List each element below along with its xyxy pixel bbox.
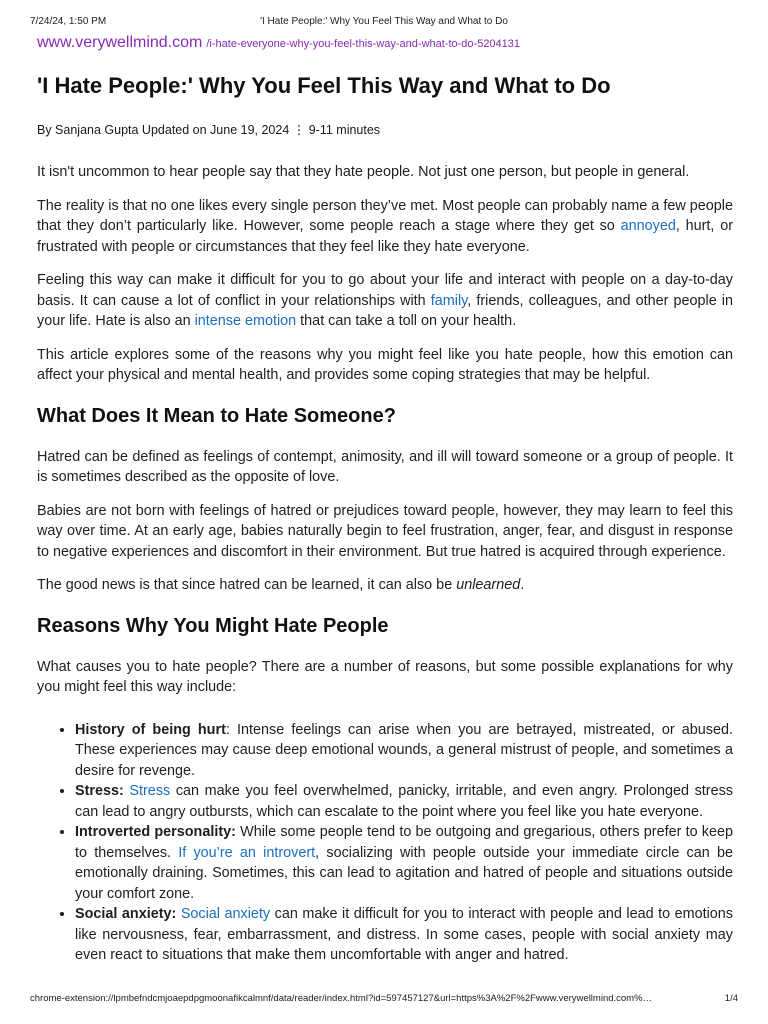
source-path-link[interactable]: /i-hate-everyone-why-you-feel-this-way-and-what-to-do-5204131 <box>206 38 521 50</box>
paragraph-what-causes: What causes you to hate people? There are a number of reasons, but some possible explanations for why you might feel this way include: <box>37 658 733 695</box>
article <box>37 68 733 966</box>
paragraph-good-news: The good news is that since hatred can be learned, it can also be unlearned. <box>37 577 525 593</box>
list-item: • Stress: Stress can make you feel overwhelmed, panicky, irritable, and even angry. Prolonged stress can lead to angry outbursts, which can escalate to the point where you feel like you hate everyone. <box>75 781 733 822</box>
heading-what-does-it-mean: What Does It Mean to Hate Someone? <box>37 404 396 427</box>
source-domain-link[interactable]: www.verywellmind.com <box>37 34 203 51</box>
paragraph-babies: Babies are not born with feelings of hatred or prejudices toward people, however, they may learn to feel this way over time. At an early age, babies naturally begin to feel frustration, anger, fear, and disgust in response to negative experiences and discomfort in their environment. But true hatred is acquired through experience. <box>37 502 733 560</box>
list-item: • History of being hurt: Intense feelings can arise when you are betrayed, mistreated, or abused. These experiences may cause deep emotional wounds, a general mistrust of people, and sometimes a desire for revenge. <box>75 720 733 782</box>
list-item: • Introverted personality: While some people tend to be outgoing and gregarious, others prefer to keep to themselves. If you’re an introvert, socializing with people outside your immediate circle can be emotionally draining. Sometimes, this can lead to agitation and hatred of people and situations outside your comfort zone. <box>75 822 733 904</box>
page-number: 1/4 <box>724 993 738 1004</box>
byline: By Sanjana Gupta Updated on June 19, 2024 ⋮ 9-11 minutes <box>37 123 381 137</box>
list-item: • Social anxiety: Social anxiety can make it difficult for you to interact with people and lead to emotions like nervousness, fear, embarrassment, and distress. In some cases, people with social anxiety may even react to situations that make them uncomfortable with anger and hatred. <box>75 904 733 966</box>
print-header <box>30 16 738 30</box>
print-footer-url: chrome-extension://lpmbefndcmjoaepdpgmoonafikcalmnf/data/reader/index.html?id=597457127&url=https%3A%2F%2Fwww.verywellmind.com%… <box>30 993 653 1004</box>
reasons-list <box>37 720 733 966</box>
link-family[interactable]: family <box>430 292 468 309</box>
source-url <box>37 34 520 52</box>
paragraph-article-explores: This article explores some of the reasons why you might feel like you hate people, how this emotion can affect your physical and mental health, and provides some coping strategies that may be helpful. <box>37 346 733 383</box>
print-date: 7/24/24, 1:50 PM <box>30 16 107 27</box>
link-introvert[interactable]: If you’re an introvert <box>178 844 316 861</box>
link-stress[interactable]: Stress <box>129 783 171 799</box>
paragraph-reality: The reality is that no one likes every single person they’ve met. Most people can probably name a few people that they don’t particularly like. However, some people reach a stage where they get so annoyed, hurt, or frustrated with people or circumstances that they feel like they hate everyone. <box>37 197 733 255</box>
print-title: 'I Hate People:' Why You Feel This Way and What to Do <box>260 16 508 27</box>
paragraph-feeling: Feeling this way can make it difficult for you to go about your life and interact with people on a day-to-day basis. It can cause a lot of conflict in your relationships with family, friends, colleagues, and other people in your life. Hate is also an intense emotion that can take a toll on your health. <box>37 272 733 329</box>
link-annoyed[interactable]: annoyed <box>620 218 676 234</box>
link-intense-emotion[interactable]: intense emotion <box>194 313 297 329</box>
paragraph-intro: It isn't uncommon to hear people say that they hate people. Not just one person, but people in general. <box>37 164 690 180</box>
paragraph-hatred-definition: Hatred can be defined as feelings of contempt, animosity, and ill will toward someone or a group of people. It is sometimes described as the opposite of love. <box>37 448 733 485</box>
link-social-anxiety[interactable]: Social anxiety <box>180 906 271 922</box>
heading-reasons: Reasons Why You Might Hate People <box>37 614 389 637</box>
article-title: 'I Hate People:' Why You Feel This Way and What to Do <box>37 73 611 98</box>
print-footer <box>30 993 738 1005</box>
